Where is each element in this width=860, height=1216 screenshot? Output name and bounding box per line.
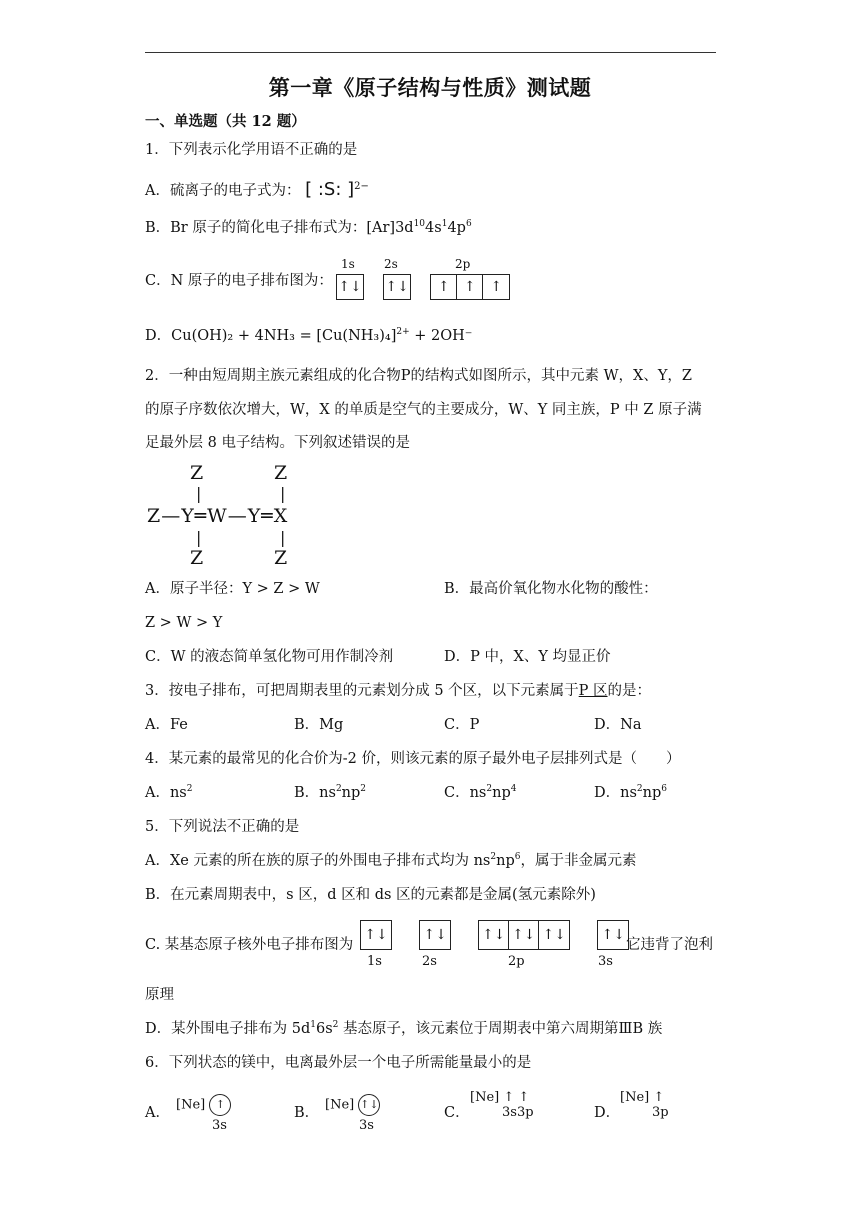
q4-option-c (444, 784, 516, 802)
q6-option-d-label: D． (594, 1105, 621, 1121)
q1-b-sup2: 1 (441, 219, 448, 230)
struct-z-bot-2: Z (274, 547, 288, 569)
struct-bond-bot-1: | (196, 528, 202, 547)
q4-option-d (594, 784, 667, 802)
q5-stem: 5．下列说法不正确的是 (145, 819, 300, 835)
q5-label-3s: 3s (598, 954, 613, 969)
q4-c-text: C．ns (444, 785, 487, 801)
orbital-circle: ↑↓ (358, 1094, 380, 1116)
ne-core: [Ne] (620, 1090, 650, 1105)
q5-option-b: B．在元素周期表中，s 区，d 区和 ds 区的元素都是金属(氢元素除外) (145, 887, 596, 903)
q3-option-b: B．Mg (294, 717, 344, 733)
q2-option-b: B．最高价氧化物水化物的酸性： (444, 581, 658, 597)
orbital-box-2p (430, 274, 510, 300)
orbital-cell: ↑ (490, 279, 503, 295)
orbital-cell: ↑ (431, 275, 457, 299)
struct-z-top-1: Z (190, 462, 204, 484)
q3-option-c: C．P (444, 717, 480, 733)
q1-a-prefix: A．硫离子的电子式为： (145, 183, 301, 199)
q3-stem-pre: 3．按电子排布，可把周期表里的元素划分成 5 个区，以下元素属于 (145, 683, 579, 699)
q1-c-prefix: C．N 原子的电子排布图为： (145, 273, 333, 289)
subshell-label: 3p (652, 1105, 669, 1120)
orbital-circle: ↑ (209, 1094, 231, 1116)
q4-b-sup: 2 (335, 784, 342, 795)
q5-label-2p: 2p (508, 954, 525, 969)
struct-bond-top-1: | (196, 484, 202, 503)
q3-stem-post: 的是： (607, 683, 652, 699)
q3-stem-underline: P 区 (578, 683, 608, 699)
q5-a-part1: A．Xe 元素的所在族的原子的外围电子排布式均为 ns (145, 853, 491, 869)
q5-c-prefix: C. 某基态原子核外电子排布图为 (145, 937, 354, 953)
q4-stem: 4．某元素的最常见的化合价为-2 价，则该元素的原子最外电子层排列式是（ ） (145, 751, 681, 767)
q1-stem: 1．下列表示化学用语不正确的是 (145, 142, 358, 158)
q5-d-part1: D．某外围电子排布为 5d (145, 1021, 311, 1037)
orbital-cell: ↑↓ (479, 921, 509, 949)
q5-d-part2: 6s (315, 1021, 333, 1037)
struct-bond-top-2: | (280, 484, 286, 503)
q5-option-d (145, 1020, 662, 1038)
q4-option-b (294, 784, 366, 802)
ne-core: [Ne] (176, 1097, 206, 1113)
q5-box-3s (597, 920, 629, 950)
q6-option-b-diagram (325, 1094, 380, 1133)
sulfide-charge: 2− (354, 181, 369, 193)
q5-d-part3: 基态原子，该元素位于周期表中第六周期第ⅢB 族 (338, 1021, 663, 1037)
q1-b-sup1: 10 (413, 219, 426, 230)
q2-option-a: A．原子半径：Y > Z > W (145, 581, 320, 597)
q1-b-text: B．Br 原子的简化电子排布式为：[Ar]3d (145, 220, 414, 236)
q2-option-b-cont: Z > W > Y (145, 615, 223, 631)
q6-option-a-label: A． (145, 1105, 170, 1121)
orbital-cell: ↑↓ (542, 927, 566, 943)
q2-stem-line3: 足最外层 8 电子结构。下列叙述错误的是 (145, 435, 410, 451)
orbital-label-1s: 1s (341, 257, 355, 271)
q1-d-charge: 2+ (396, 327, 410, 338)
q1-option-b (145, 219, 472, 237)
q4-b-text: B．ns (294, 785, 336, 801)
q1-d-prefix: D． (145, 328, 172, 344)
q6-option-b-label: B． (294, 1105, 320, 1121)
q4-d-sup2: 6 (661, 784, 667, 795)
q2-stem-line1: 2．一种由短周期主族元素组成的化合物P的结构式如图所示，其中元素 W，X、Y，Z (145, 368, 692, 384)
q4-d-sup: 2 (636, 784, 643, 795)
q2-option-d: D．P 中，X、Y 均显正价 (444, 649, 611, 665)
q5-a-part3: ，属于非金属元素 (520, 853, 637, 869)
orbital-cell: ↑↓ (364, 927, 388, 943)
orbital-cell: ↑↓ (385, 279, 409, 295)
q6-option-d-diagram (620, 1090, 669, 1120)
orbital-box-1s (336, 274, 364, 300)
structural-formula (145, 462, 345, 570)
n-orbital-diagram (336, 274, 510, 300)
q4-c-sup2: 4 (510, 784, 517, 795)
q3-option-d: D．Na (594, 717, 642, 733)
q5-d-sup: 1 (310, 1020, 316, 1031)
q6-option-c-diagram (470, 1090, 534, 1120)
q5-option-a (145, 852, 636, 870)
q1-d-equation: Cu(OH)₂ + 4NH₃ = [Cu(NH₃)₄] (171, 328, 397, 344)
top-rule (145, 52, 716, 53)
q3-option-a: A．Fe (145, 717, 188, 733)
q6-stem: 6．下列状态的镁中，电离最外层一个电子所需能量最小的是 (145, 1055, 532, 1071)
q4-d-mid: np (642, 785, 662, 801)
sulfide-electron-formula: [ :S: ] (305, 179, 355, 200)
q1-d-tail: + 2OH⁻ (409, 328, 473, 344)
struct-main-chain: Z—Y═W—Y═X (147, 505, 289, 527)
q4-c-sup: 2 (486, 784, 493, 795)
section-heading: 一、单选题（共 12 题） (145, 113, 306, 130)
orbital-box-2s (383, 274, 411, 300)
q5-d-sup2: 2 (332, 1020, 339, 1031)
orbital-cell: ↑↓ (423, 927, 447, 943)
subshell-label: 3s3p (502, 1105, 534, 1120)
q6-option-c-label: C． (444, 1105, 470, 1121)
q5-c-suffix: 它违背了泡利 (626, 937, 713, 953)
q1-option-a (145, 181, 369, 200)
q4-d-text: D．ns (594, 785, 637, 801)
q5-label-1s: 1s (367, 954, 382, 969)
q5-orbital-diagram (360, 920, 629, 950)
orbital-label-2p: 2p (455, 257, 471, 271)
q1-b-mid1: 4s (425, 220, 442, 236)
q5-c-wrap: 原理 (145, 987, 174, 1003)
orbital-circle: ↑ (653, 1090, 665, 1105)
orbital-cell: ↑↓ (601, 927, 626, 943)
orbital-cell: ↑↓ (509, 921, 539, 949)
q5-a-part2: np (496, 853, 515, 869)
q4-b-sup2: 2 (360, 784, 367, 795)
struct-z-top-2: Z (274, 462, 288, 484)
subshell-label: 3s (359, 1118, 374, 1133)
q3-stem (145, 682, 651, 700)
ne-core: [Ne] (470, 1090, 500, 1105)
q5-label-2s: 2s (422, 954, 437, 969)
q5-a-sup2: 6 (514, 852, 521, 863)
struct-bond-bot-2: | (280, 528, 286, 547)
q1-option-d (145, 327, 472, 345)
q2-stem-line2: 的原子序数依次增大，W，X 的单质是空气的主要成分，W、Y 同主族，P 中 Z 原子满 (145, 402, 702, 418)
q4-a-text: A．ns (145, 785, 187, 801)
page-title: 第一章《原子结构与性质》测试题 (268, 75, 592, 100)
q1-b-mid2: 4p (447, 220, 466, 236)
q1-b-sup3: 6 (465, 219, 472, 230)
subshell-label: 3s (212, 1118, 227, 1133)
q2-option-c: C．W 的液态简单氢化物可用作制冷剂 (145, 649, 394, 665)
q5-box-2s (419, 920, 451, 950)
ne-core: [Ne] (325, 1097, 355, 1113)
q4-a-sup: 2 (186, 784, 193, 795)
q4-option-a (145, 784, 193, 802)
orbital-circles: ↑ ↑ (503, 1090, 530, 1105)
q6-option-a-diagram (176, 1094, 231, 1133)
q5-box-1s (360, 920, 392, 950)
orbital-cell: ↑ (457, 275, 483, 299)
q4-c-mid: np (492, 785, 511, 801)
struct-z-bot-1: Z (190, 547, 204, 569)
q5-a-sup: 2 (490, 852, 497, 863)
orbital-cell: ↑↓ (338, 279, 362, 295)
orbital-label-2s: 2s (384, 257, 398, 271)
q4-b-mid: np (341, 785, 361, 801)
q5-box-2p (478, 920, 570, 950)
